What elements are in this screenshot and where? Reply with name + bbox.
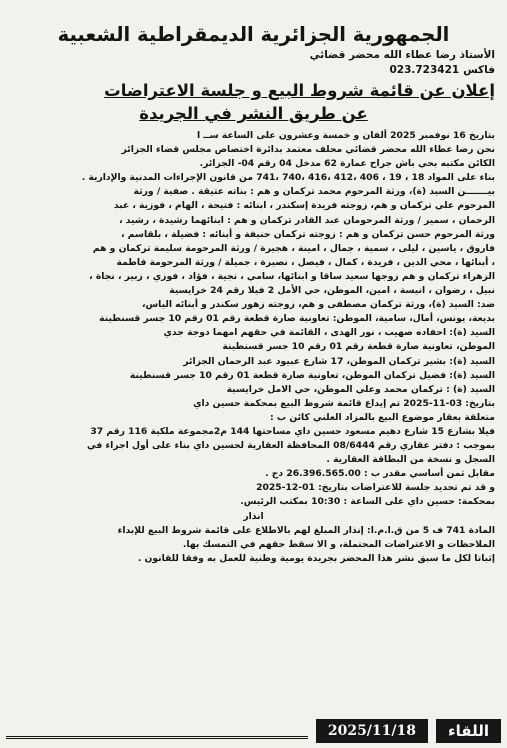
body-line: متعلقة بعقار موضوع البيع بالمزاد العلني كائن ب : <box>270 411 495 423</box>
body-line: السيد (ة): احفاده صهيب ، نور الهدى ، القائمة في حقهم امهما دوجة جدي <box>163 327 495 339</box>
notice-body <box>12 129 495 566</box>
body-line: ، أبنائها ، محي الدين ، فريدة ، كمال ، فيصل ، نصيرة ، جميلة / ورثة المرحومة فاطمة <box>116 256 495 268</box>
warning-heading: انذار <box>243 510 264 522</box>
fax-label: فاكس <box>463 64 495 76</box>
body-line: و قد تم تحديد جلسة للاعتراضات بتاريخ: 01-12-2025 <box>256 482 495 494</box>
notice-title-line1: إعلان عن قائمة شروط البيع و جلسة الاعتراضات <box>104 81 495 100</box>
body-line: السيد (ة) : تركمان محمد وعلي الموطن، حي الامل خرايسية <box>226 383 495 395</box>
bailiff-name: الأستاذ رضا عطاء الله محضر قضائي <box>309 49 495 61</box>
body-line: بتاريخ 16 نوفمبر 2025 ألفان و خمسة وعشرون على الساعة ســ ا <box>197 130 495 141</box>
body-line: بموجب : دفتر عقاري رقم 08/6444 المحافظة العقارية لحسين داي بناء على أول اجراء في <box>86 440 495 452</box>
notice-title-line2: عن طريق النشر في الجريدة <box>139 104 368 123</box>
body-line: الموطن، تعاونية صارة قطعة رقم 01 رقم 10 جسر قسنطينة <box>222 341 495 353</box>
body-line: ورثة المرحوم حسن تركمان و هم : زوجته تركمان حنيفة و أبنائه : فضيلة ، بلقاسم ، <box>121 228 495 240</box>
newspaper-footer <box>6 718 501 744</box>
body-line: إثباتا لكل ما سبق نشر هذا المحضر بجريدة يومية وطنية للعمل به وفقا للقانون . <box>137 552 495 564</box>
body-line: الكائن مكتبه بحي باش جراح عمارة 62 مدخل 04 رقم 04- الجزائر. <box>199 158 495 170</box>
body-line: الملاحظات و الاعتراضات المحتملة، و الا سقط حقهم في التمسك بها. <box>182 538 495 550</box>
body-line: مقابل ثمن أساسي مقدر ب : 26.396.565.00 دج . <box>265 468 495 480</box>
body-line: فيلا بشارع 15 شارع دهيم مسعود حسين داي مساحتها 144 م2مجموعة ملكية 116 رقم 37 <box>90 425 495 437</box>
body-line: نحن رضا عطاء الله محضر قضائي محلف معتمد بدائرة اختصاص مجلس قضاء الجزائر <box>121 144 495 156</box>
body-line: المادة 741 ف 5 من ق.ا.م.ا: إنذار المبلغ لهم بالاطلاع على قائمة شروط البيع للإبداء <box>117 524 495 536</box>
body-line: بمحكمة: حسين داي على الساعة : 10:30 بمكتب الرئيس. <box>240 496 495 508</box>
body-line: بديعة، يونس، أمال، سامية، الموطن: تعاونية صارة قطعة رقم 01 رقم 10 جسر قسنطينة <box>99 313 495 325</box>
fax-line <box>12 63 495 78</box>
publication-date: 2025/11/18 <box>316 719 428 743</box>
footer-divider <box>6 724 308 739</box>
fax-number: 023.723421 <box>389 64 460 76</box>
body-line: المرحوم علي تركمان و هم، زوجته فريدة إسكندر ، ابنائه : فتيحة ، الهام ، فوزية ، عبد <box>113 200 495 212</box>
body-line: نبيل ، رضوان ، انيسة ، امين، الموطن، حي الأمل 2 فيلا رقم 24 خرايسية <box>169 285 495 297</box>
body-line: الزهراء تركمان و هم زوجها سعيد ساقا و ابنائها، سامي ، نجية ، فؤاد ، فوزي ، زبير ، نجاة ، <box>89 270 495 282</box>
body-line: فاروق ، ياسين ، ليلى ، سمية ، جمال ، امينة ، هجيرة / ورثة المرحومة سليمة تركمان و هم <box>92 242 495 254</box>
newspaper-name: اللقاء <box>436 719 501 743</box>
body-line: السيد (ة): فضيل تركمان الموطن، تعاونية صارة قطعة 01 رقم 10 جسر قسنطينة <box>129 369 495 381</box>
body-line: بناء على المواد 18 ، 19 ، 406 ،412 ،416 ،740 ،741 من قانون الإجراءات المدنية والإدارية . <box>81 172 495 184</box>
republic-heading: الجمهورية الجزائرية الديمقراطية الشعبية <box>57 23 450 46</box>
body-line: السجل و نسخة من البطاقة العقارية . <box>326 454 495 466</box>
body-line: ضد: السيد (ة)، ورثة تركمان مصطفى و هم، زوجته زهور سكندر و أبنائه الياس، <box>142 299 495 311</box>
body-line: بتاريخ: 03-11-2025 تم إيداع قائمة شروط البيع بمحكمة حسين داي <box>193 397 495 409</box>
body-line: السيد (ة): بشير تركمان الموطن، 17 شارع عبيود عبد الرحمان الجزائر <box>183 355 495 367</box>
body-line: الرحمان ، سمير / ورثة المرحومان عبد القادر تركمان و هم : ابنائهما رشيدة ، رشيد ، <box>119 214 495 226</box>
body-line: بيـــــــن السيد (ة)، ورثة المرحوم محمد تركمان و هم : بناته عتيقة . صفية / ورثة <box>133 186 495 198</box>
